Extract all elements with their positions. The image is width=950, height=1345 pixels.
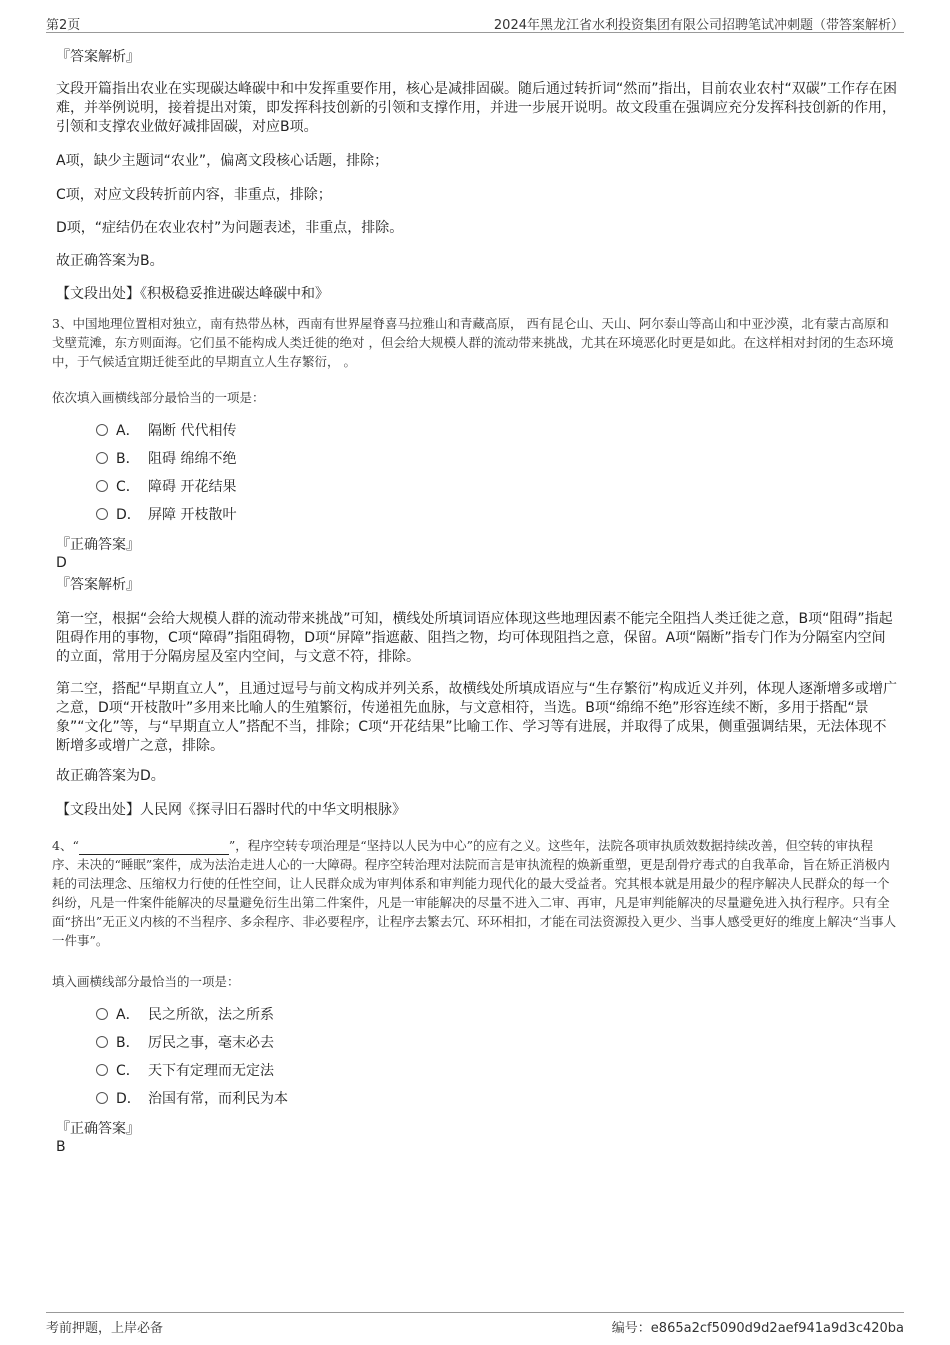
radio-icon[interactable] (96, 508, 108, 520)
page-number: 第2页 (46, 18, 81, 33)
document-title: 2024年黑龙江省水利投资集团有限公司招聘笔试冲刺题（带答案解析） (493, 18, 904, 33)
page-header (46, 10, 904, 33)
radio-icon[interactable] (96, 480, 108, 492)
radio-icon[interactable] (96, 1064, 108, 1076)
option-b[interactable]: B． 阻碍 绵绵不绝 (96, 448, 236, 470)
analysis-text-2: 第二空，搭配“早期直立人”，且通过逗号与前文构成并列关系，故横线处所填成语应与“生存繁衍”构成近义并列，体现人逐渐增多或增广之意，D项“开枝散叶”多用来比喻人的生殖繁衍，传递祖先血脉，与文意相符，当选。B项“绵绵不绝”形容连续不断，多用于搭配“景象”“文化”等，与“早期直立人”搭配不当，排除；C项“开花结果”比喻工作、学习等有进展，并取得了成果，侧重强调结果，无法体现不断增多或增广之意，排除。 (56, 681, 898, 754)
question-4-prompt: 填入画横线部分最恰当的一项是： (52, 974, 240, 989)
source-citation: 【文段出处】《积极稳妥推进碳达峰碳中和》 (56, 286, 329, 302)
analysis-label: 『答案解析』 (56, 577, 140, 593)
correct-answer: D (56, 555, 67, 571)
radio-icon[interactable] (96, 1092, 108, 1104)
option-b[interactable]: B． 厉民之事，毫末必去 (96, 1032, 274, 1054)
document-id: 编号：e865a2cf5090d9d2aef941a9d3c420ba (611, 1321, 904, 1336)
option-c[interactable]: C． 天下有定理而无定法 (96, 1060, 274, 1082)
radio-icon[interactable] (96, 424, 108, 436)
answer-conclusion: 故正确答案为B。 (56, 253, 164, 269)
option-a[interactable]: A． 隔断 代代相传 (96, 420, 236, 442)
answer-conclusion: 故正确答案为D。 (56, 768, 165, 784)
fill-blank (79, 841, 229, 855)
analysis-c: C项，对应文段转折前内容，非重点，排除； (56, 187, 332, 203)
footer-slogan: 考前押题，上岸必备 (46, 1321, 164, 1336)
analysis-a: A项，缺少主题词“农业”，偏离文段核心话题，排除； (56, 153, 389, 169)
analysis-text-1: 第一空，根据“会给大规模人群的流动带来挑战”可知，横线处所填词语应体现这些地理因素不能完全阻挡人类迁徙之意，B项“阻碍”指起阻碍作用的事物，C项“障碍”指阻碍物，D项“屏障”指遮蔽、阻挡之物，均可体现阻挡之意，保留。A项“隔断”指专门作为分隔室内空间的立面，常用于分隔房屋及室内空间，与文意不符，排除。 (56, 611, 893, 665)
radio-icon[interactable] (96, 452, 108, 464)
correct-answer-label: 『正确答案』 (56, 537, 140, 553)
question-3-prompt: 依次填入画横线部分最恰当的一项是： (52, 390, 265, 405)
radio-icon[interactable] (96, 1036, 108, 1048)
option-d[interactable]: D． 治国有常，而利民为本 (96, 1088, 288, 1110)
radio-icon[interactable] (96, 1008, 108, 1020)
option-d[interactable]: D． 屏障 开枝散叶 (96, 504, 236, 526)
correct-answer: B (56, 1139, 66, 1155)
option-c[interactable]: C． 障碍 开花结果 (96, 476, 236, 498)
page-footer (46, 1312, 904, 1337)
question-4-stem: 4、“ ”，程序空转专项治理是“坚持以人民为中心”的应有之义。这些年，法院各项审执质效数据持续改善，但空转的审执程序、未决的“睡眠”案件，成为法治走进人心的一大障碍。程序空转治理对法院而言是审执流程的焕新重塑，更是刮骨疗毒式的自我革命，旨在矫正消极内耗的司法理念、压缩权力行使的任性空间，让人民群众成为审判体系和审判能力现代化的最大受益者。究其根本就是用最少的程序解决人民群众的每一个纠纷，凡是一件案件能解决的尽量避免衍生出第二件案件，凡是一审能解决的尽量不进入二审、再审，凡是审判能解决的尽量避免进入执行程序。只有全面“挤出”无正义内核的不当程序、多余程序、非必要程序，让程序去繁去冗、环环相扣，才能在司法资源投入更少、当事人感受更好的维度上解决“当事人一件事”。 (52, 838, 897, 948)
analysis-text: 文段开篇指出农业在实现碳达峰碳中和中发挥重要作用，核心是减排固碳。随后通过转折词“然而”指出，目前农业农村“双碳”工作存在困难，并举例说明，接着提出对策，即发挥科技创新的引领和支撑作用，并进一步展开说明。故文段重在强调应充分发挥科技创新的作用，引领和支撑农业做好减排固碳，对应B项。 (56, 81, 898, 135)
analysis-label: 『答案解析』 (56, 49, 140, 65)
source-citation: 【文段出处】人民网《探寻旧石器时代的中华文明根脉》 (56, 802, 406, 818)
analysis-d: D项，“症结仍在农业农村”为问题表述，非重点，排除。 (56, 220, 404, 236)
option-a[interactable]: A． 民之所欲，法之所系 (96, 1004, 274, 1026)
question-3-stem: 3、中国地理位置相对独立，南有热带丛林，西南有世界屋脊喜马拉雅山和青藏高原， 西有昆仑山、天山、阿尔泰山等高山和中亚沙漠，北有蒙古高原和戈壁荒滩，东方则面海。它们虽不能构成人类迁徙的绝对 ，但会给大规模人群的流动带来挑战，尤其在环境恶化时更是如此。在这样相对封闭的生态环境中，于气候适宜期迁徙至此的早期直立人生存繁衍， 。 (52, 316, 894, 369)
correct-answer-label: 『正确答案』 (56, 1121, 140, 1137)
